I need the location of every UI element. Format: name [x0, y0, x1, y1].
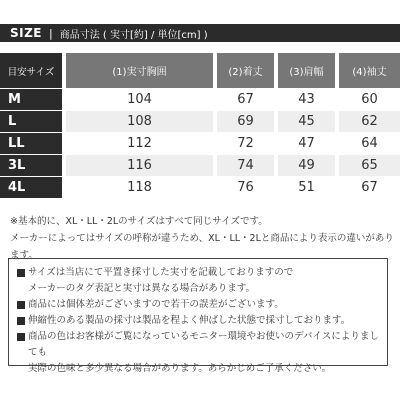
- info-item: [17, 329, 379, 361]
- table-cell: 47: [278, 133, 335, 154]
- table-row: [0, 177, 400, 198]
- table-cell: 72: [217, 133, 274, 154]
- row-size-label: LL: [0, 133, 62, 154]
- table-cell: 104: [66, 89, 213, 110]
- table-cell: 67: [217, 89, 274, 110]
- table-cell: 45: [278, 111, 335, 132]
- square-bullet-icon: [17, 301, 25, 309]
- table-cell: 49: [278, 155, 335, 176]
- info-text: サイズは当店にて平置き採寸した実寸を記載しておりますので: [28, 267, 294, 278]
- note-line: ※基本的に、XL・LL・2Lのサイズはすべて同じサイズです。: [10, 216, 268, 227]
- table-cell: 51: [278, 177, 335, 198]
- table-row: [0, 133, 400, 154]
- table-cell: 112: [66, 133, 213, 154]
- info-text: 商品の色はお客様がご覧になっているモニター環境やお使いのデバイスによりましても: [28, 331, 379, 358]
- info-item: [17, 265, 379, 281]
- table-header-row: [0, 53, 400, 88]
- column-header-sleeve: (4)袖丈: [339, 53, 400, 88]
- square-bullet-icon: [17, 317, 25, 325]
- info-text: メーカーのタグ表記と実寸は異なる場合があります。: [28, 283, 256, 294]
- table-cell: 76: [217, 177, 274, 198]
- info-item: [17, 313, 379, 329]
- table-cell: 74: [217, 155, 274, 176]
- column-header-length: (2)着丈: [217, 53, 274, 88]
- table-corner-label: 目安サイズ: [0, 53, 62, 88]
- table-row: [0, 89, 400, 110]
- table-cell: 43: [278, 89, 335, 110]
- size-header: [0, 0, 400, 42]
- size-label: SIZE: [10, 26, 43, 40]
- note-line: メーカーによってはサイズの呼称が違うため、XL・LL・2Lと商品により表示の違いがあります。: [10, 233, 394, 261]
- info-text: 実際の色味と多少異なる場合があります。あらかじめご了承ください。: [28, 363, 332, 374]
- table-cell: 118: [66, 177, 213, 198]
- info-item: [17, 297, 379, 313]
- column-header-chest: (1)実寸胸囲: [66, 53, 213, 88]
- table-row: [0, 155, 400, 176]
- table-cell: 64: [339, 133, 400, 154]
- table-cell: 67: [339, 177, 400, 198]
- square-bullet-icon: [17, 269, 25, 277]
- row-size-label: L: [0, 111, 62, 132]
- size-notes: [10, 213, 395, 264]
- info-box: [8, 258, 388, 374]
- square-bullet-icon: [17, 333, 25, 341]
- row-size-label: M: [0, 89, 62, 110]
- header-subtitle: 商品寸法 ( 実寸[約] / 単位[cm] ): [59, 29, 208, 41]
- table-cell: 65: [339, 155, 400, 176]
- table-cell: 62: [339, 111, 400, 132]
- column-header-shoulder: (3)肩幅: [278, 53, 335, 88]
- table-cell: 108: [66, 111, 213, 132]
- header-separator: |: [49, 26, 53, 40]
- size-table: [0, 53, 400, 198]
- table-cell: 116: [66, 155, 213, 176]
- info-text: 伸縮性のある製品の採寸は製品を程よく伸ばした状態で採寸しております。: [28, 315, 351, 326]
- table-cell: 60: [339, 89, 400, 110]
- row-size-label: 3L: [0, 155, 62, 176]
- info-text: 商品には個体差がございますので若干の誤差がございます。: [28, 299, 284, 310]
- row-size-label: 4L: [0, 177, 62, 198]
- table-cell: 69: [217, 111, 274, 132]
- table-row: [0, 111, 400, 132]
- size-header-bar: [0, 24, 400, 42]
